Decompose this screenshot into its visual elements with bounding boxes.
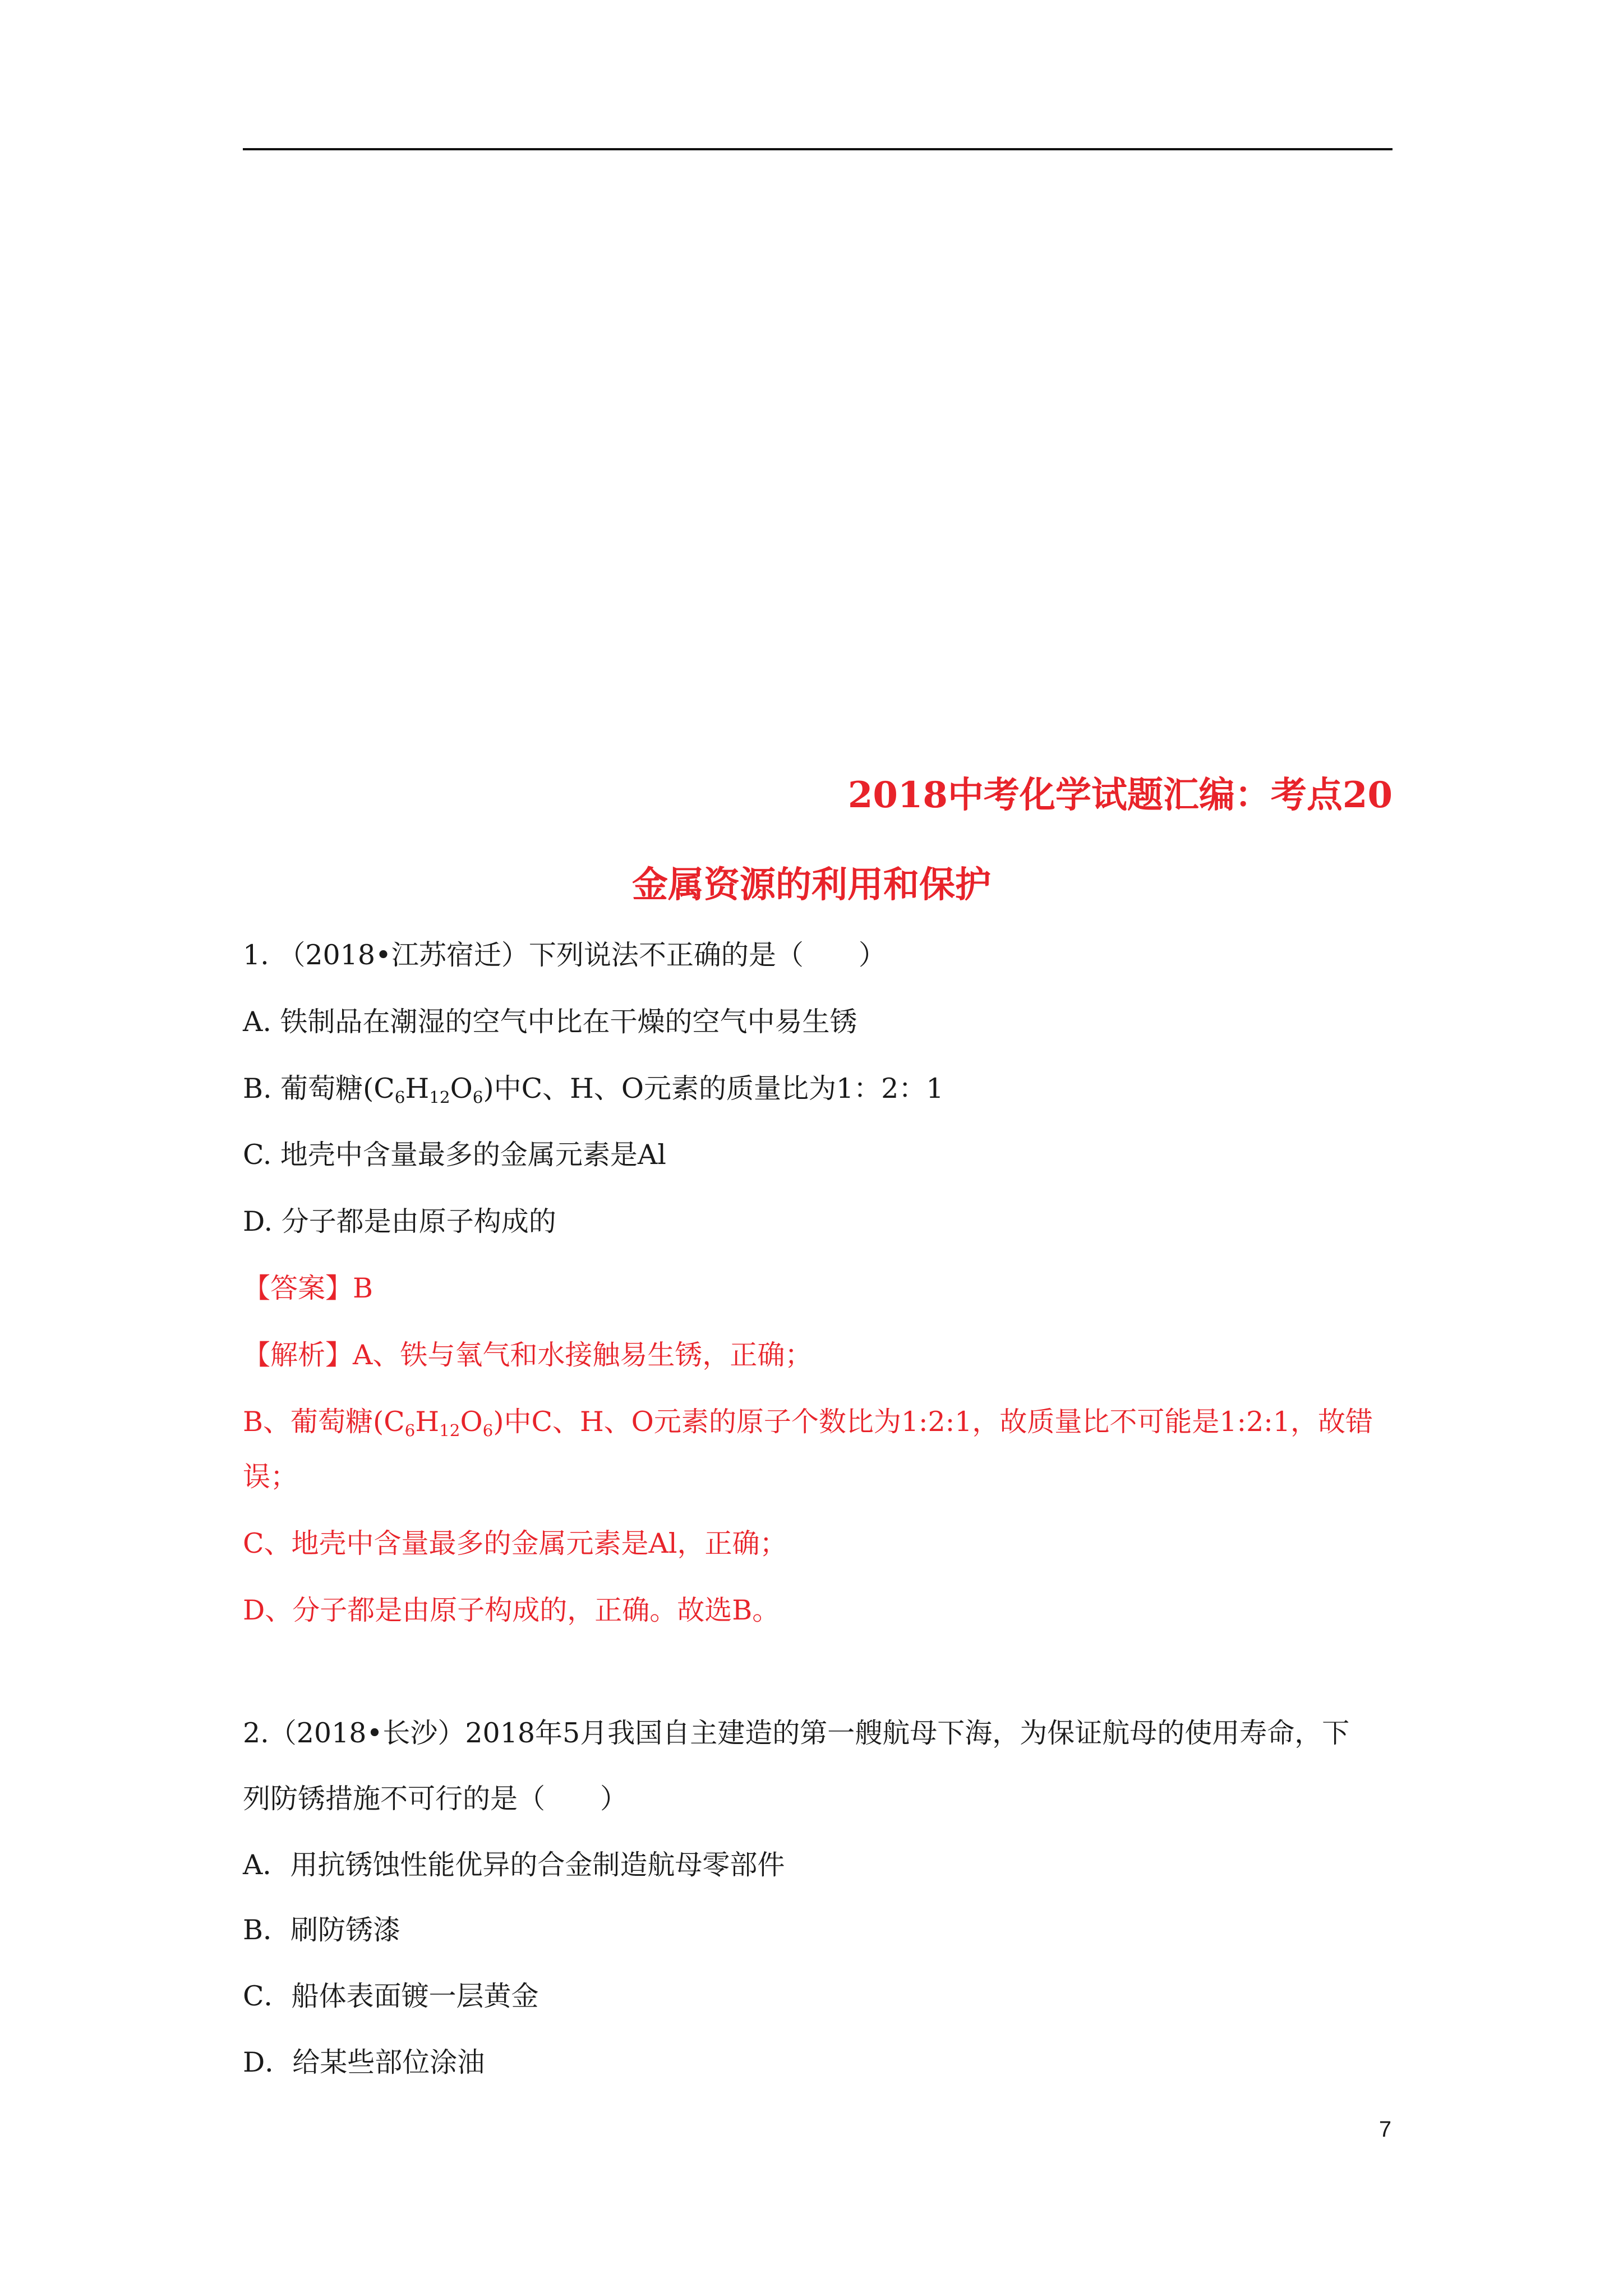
- question-1-analysis-b-continued: 误；: [243, 1461, 298, 1493]
- question-1-analysis-d: D、分子都是由原子构成的，正确。故选B。: [243, 1594, 780, 1626]
- document-title: 2018中考化学试题汇编：考点20: [847, 774, 1393, 816]
- question-1-answer: 【答案】B: [243, 1272, 374, 1304]
- question-2-option-d: D．给某些部位涂油: [243, 2046, 485, 2078]
- question-2-option-b: B．刷防锈漆: [243, 1914, 401, 1946]
- question-1-option-d: D. 分子都是由原子构成的: [243, 1205, 556, 1237]
- question-2-option-a: A．用抗锈蚀性能优异的合金制造航母零部件: [243, 1849, 785, 1881]
- question-2-stem-line-1: 2.（2018•长沙）2018年5月我国自主建造的第一艘航母下海，为保证航母的使用寿命，下: [243, 1717, 1350, 1749]
- document-subtitle: 金属资源的利用和保护: [632, 864, 991, 906]
- question-2-stem-line-2: 列防锈措施不可行的是（ ）: [243, 1783, 628, 1815]
- question-1-analysis-a: 【解析】A、铁与氧气和水接触易生锈，正确；: [243, 1339, 813, 1371]
- question-1-option-c: C. 地壳中含量最多的金属元素是Al: [243, 1139, 666, 1171]
- question-2-option-c: C．船体表面镀一层黄金: [243, 1980, 539, 2012]
- question-1-analysis-b: B、葡萄糖$(C_6H_{12}O_6)$中C、H、O元素的原子个数比为1:2:1，故质量比不可能是1:2:1，故错: [243, 1406, 1373, 1440]
- header-rule: [243, 148, 1393, 150]
- question-1-stem: 1. （2018•江苏宿迁）下列说法不正确的是（ ）: [243, 939, 886, 971]
- page-number: 7: [1378, 2117, 1392, 2142]
- question-1-option-a: A. 铁制品在潮湿的空气中比在干燥的空气中易生锈: [243, 1006, 857, 1038]
- question-1-analysis-c: C、地壳中含量最多的金属元素是Al，正确；: [243, 1527, 787, 1559]
- question-1-option-b: B. 葡萄糖$(C_6H_{12}O_6)$中C、H、O元素的质量比为1：2：1: [243, 1073, 944, 1107]
